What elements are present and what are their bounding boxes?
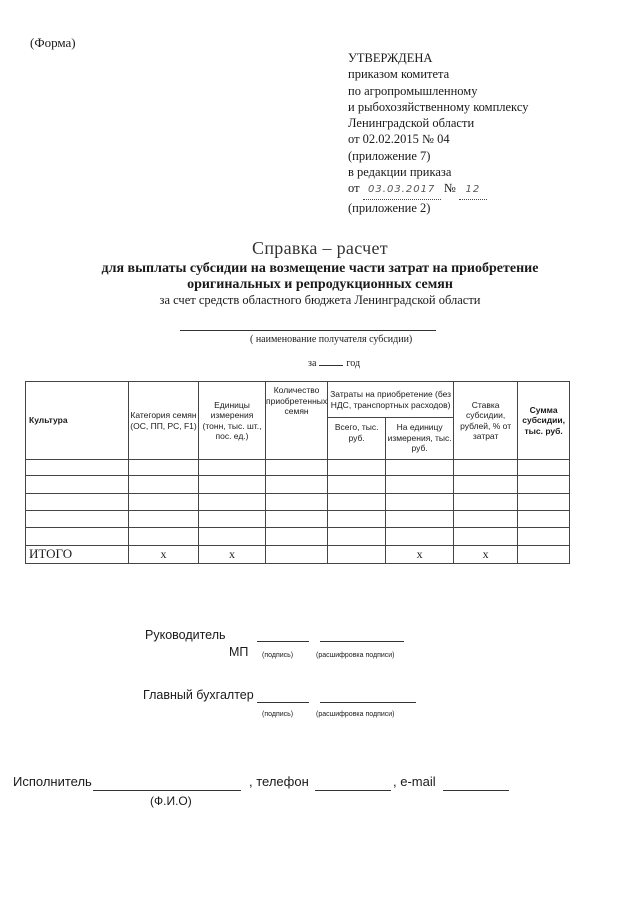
table-row [26, 476, 570, 494]
header-culture: Культура [26, 382, 129, 460]
accountant-signature-caption: (подпись) [262, 711, 294, 718]
executor-label: Исполнитель [13, 774, 92, 789]
table-row [26, 528, 570, 546]
email-line [443, 790, 509, 791]
seal-label: МП [229, 645, 249, 659]
approval-appendix-2: (приложение 2) [348, 200, 431, 215]
edition-date-handwritten: 03.03.2017 [363, 182, 441, 199]
executor-name-line [93, 790, 241, 791]
accountant-signature-line [257, 702, 309, 703]
approval-line: в редакции приказа [348, 165, 452, 180]
head-label: Руководитель [145, 628, 226, 642]
head-decode-caption: (расшифровка подписи) [316, 652, 395, 659]
form-label: (Форма) [30, 35, 76, 50]
year-blank [319, 365, 343, 366]
email-label: , e-mail [393, 774, 436, 789]
header-quantity: Количество приобретенных семян [266, 382, 328, 460]
total-category-x: х [129, 546, 199, 564]
year-suffix: год [346, 358, 361, 369]
total-row [26, 546, 570, 564]
document-subtitle: для выплаты субсидии на возмещение части затрат на приобретение [101, 261, 539, 276]
header-sum: Сумма субсидии, тыс. руб. [518, 382, 570, 460]
document-title: Справка – расчет [252, 238, 388, 258]
fio-caption: (Ф.И.О) [150, 794, 192, 808]
recipient-blank-line [180, 330, 436, 331]
accountant-label: Главный бухгалтер [143, 688, 254, 702]
accountant-decode-line [320, 702, 416, 703]
edition-number-handwritten: 12 [459, 182, 487, 199]
calculation-table [25, 381, 570, 564]
approval-line: Ленинградской области [348, 116, 475, 131]
header-rate: Ставка субсидии, рублей, % от затрат [454, 382, 518, 460]
header-costs-total: Всего, тыс. руб. [328, 418, 386, 460]
head-decode-line [320, 641, 404, 642]
phone-line [315, 790, 391, 791]
recipient-caption: ( наименование получателя субсидии) [250, 334, 413, 345]
approval-order-date: от 02.02.2015 № 04 [348, 132, 450, 147]
total-costs-unit-x: х [386, 546, 454, 564]
approval-line: приказом комитета [348, 67, 450, 82]
table-row [26, 494, 570, 511]
edition-number-sign: № [443, 181, 456, 196]
accountant-decode-caption: (расшифровка подписи) [316, 711, 395, 718]
header-costs: Затраты на приобретение (без НДС, транспортных расходов) [328, 382, 454, 418]
approval-title: УТВЕРЖДЕНА [348, 51, 433, 65]
head-signature-caption: (подпись) [262, 652, 294, 659]
header-category: Категория семян (ОС, ПП, РС, F1) [129, 382, 199, 460]
document-subtitle: за счет средств областного бюджета Ленинградской области [159, 293, 481, 307]
year-prefix: за [308, 358, 317, 369]
total-units-x: х [199, 546, 266, 564]
edition-from: от [348, 181, 360, 196]
approval-line: по агропромышленному [348, 83, 478, 98]
table-row [26, 511, 570, 528]
total-label: ИТОГО [26, 546, 129, 564]
document-subtitle: оригинальных и репродукционных семян [187, 277, 453, 292]
approval-edition-line [348, 180, 528, 199]
year-line [308, 358, 360, 369]
header-costs-unit: На единицу измерения, тыс. руб. [386, 418, 454, 460]
header-units: Единицы измерения (тонн, тыс. шт., пос. ед.) [199, 382, 266, 460]
approval-line: и рыбохозяйственному комплексу [348, 99, 529, 114]
phone-label: , телефон [249, 774, 309, 789]
table-row [26, 460, 570, 476]
total-rate-x: х [454, 546, 518, 564]
approval-appendix: (приложение 7) [348, 148, 431, 163]
head-signature-line [257, 641, 309, 642]
approval-block [348, 50, 528, 216]
